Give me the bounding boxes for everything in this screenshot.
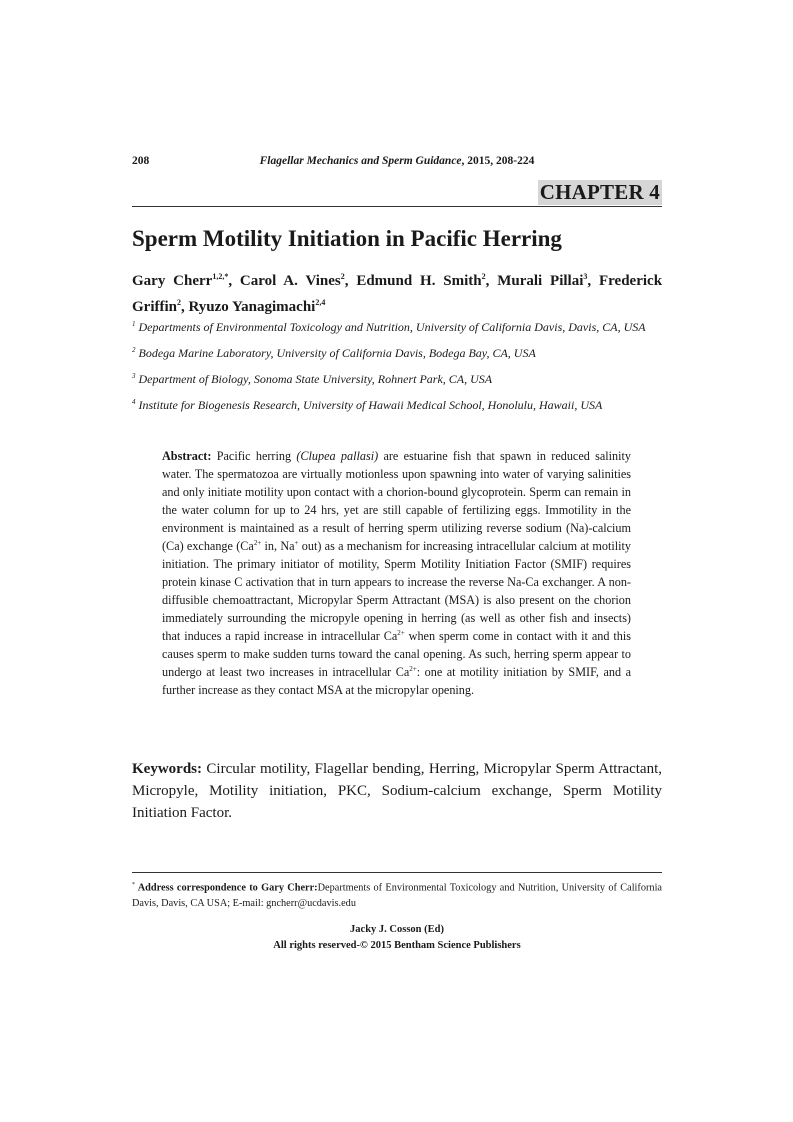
author bbox=[189, 299, 326, 315]
abstract bbox=[162, 447, 631, 699]
affiliation-list bbox=[132, 316, 662, 420]
author-separator: , bbox=[344, 273, 357, 289]
author-name: Murali Pillai bbox=[497, 273, 584, 289]
footnote-rule bbox=[132, 872, 662, 873]
publication-info bbox=[132, 922, 662, 954]
affiliation-number: 1 bbox=[132, 320, 136, 328]
header-rule bbox=[132, 206, 662, 207]
abstract-text: : one at motility initiation by SMIF, and a further increase as they contact MSA at the micropylar opening. bbox=[162, 665, 631, 697]
author bbox=[132, 273, 240, 289]
author-separator: , bbox=[485, 273, 498, 289]
copyright-line: All rights reserved-© 2015 Bentham Science Publishers bbox=[273, 940, 521, 951]
abstract-text: when sperm come in contact with it and this causes sperm to make sudden turns toward the canal opening. As such, herring sperm appear to undergo at least two increases in intracellular Ca bbox=[162, 629, 631, 679]
affiliation-text: Department of Biology, Sonoma State University, Rohnert Park, CA, USA bbox=[138, 372, 493, 386]
author-name: Ryuzo Yanagimachi bbox=[188, 299, 316, 315]
footnote-label: Address correspondence to Gary Cherr: bbox=[135, 882, 318, 894]
keywords-text: Circular motility, Flagellar bending, Herring, Micropylar Sperm Attractant, Micropyle, Motility initiation, PKC, Sodium-calcium exchange, Sperm Motility Initiation Factor. bbox=[132, 761, 662, 821]
author-name: Frederick Griffin bbox=[132, 273, 663, 315]
species-name: (Clupea pallasi) bbox=[296, 449, 379, 463]
author bbox=[240, 273, 356, 289]
ion-charge: 2+ bbox=[397, 628, 405, 637]
article-title: Sperm Motility Initiation in Pacific Herring bbox=[132, 226, 562, 251]
footnote-text: Departments of Environmental Toxicology and Nutrition, University of California Davis, Davis, CA USA; E-mail: gncherr@ucdavis.edu bbox=[132, 882, 663, 910]
abstract-label: Abstract: bbox=[162, 449, 212, 463]
author-affiliation-mark: 2 bbox=[177, 298, 181, 307]
running-head bbox=[132, 155, 662, 173]
correspondence-footnote bbox=[132, 877, 662, 912]
affiliation bbox=[132, 316, 662, 336]
abstract-text: out) as a mechanism for increasing intracellular calcium at motility initiation. The primary initiator of motility, Sperm Motility Initiation Factor (SMIF) requires protein kinase C activation that in turn appears to increase the reverse Na-Ca exchanger. A non-diffusible chemoattractant, Micropylar Sperm Attractant (MSA) is also present on the chorion immediately surrounding the micropyle opening in herring (as well as other fish and insects) that induces a rapid increase in intracellular Ca bbox=[162, 539, 631, 643]
affiliation-number: 3 bbox=[132, 372, 136, 380]
abstract-text: Pacific herring bbox=[211, 449, 297, 463]
abstract-text: are estuarine fish that spawn in reduced salinity water. The spermatozoa are virtually motionless upon spawning into water of varying salinities and only initiate motility upon contact with a chorion-bound glycoprotein. Sperm can remain in the water column for up to 24 hrs, yet are still capable of fertilizing eggs. Immotility in the environment is maintained as a result of herring sperm utilizing reverse sodium (Na)-calcium (Ca) exchange (Ca bbox=[162, 449, 632, 553]
author bbox=[497, 273, 599, 289]
journal-title: Flagellar Mechanics and Sperm Guidance bbox=[259, 155, 462, 167]
author-name: Edmund H. Smith bbox=[356, 273, 482, 289]
author-name: Carol A. Vines bbox=[239, 273, 341, 289]
ion-charge: 2+ bbox=[253, 538, 262, 547]
author-affiliation-mark: 2 bbox=[481, 272, 486, 281]
author-separator: , bbox=[587, 273, 599, 289]
keywords bbox=[132, 758, 662, 824]
journal-year-pages: , 2015, 208-224 bbox=[461, 155, 535, 167]
editor-line: Jacky J. Cosson (Ed) bbox=[350, 924, 444, 935]
author-affiliation-mark: 2 bbox=[340, 272, 345, 281]
journal-citation bbox=[132, 155, 662, 167]
author-list bbox=[132, 266, 662, 318]
author-affiliation-mark: 1,2,* bbox=[212, 272, 229, 281]
affiliation bbox=[132, 368, 662, 388]
author-separator: , bbox=[181, 299, 189, 315]
author-name: Gary Cherr bbox=[132, 273, 213, 289]
author-affiliation-mark: 3 bbox=[583, 272, 588, 281]
footnote-mark: * bbox=[132, 882, 135, 888]
affiliation-number: 2 bbox=[132, 346, 136, 354]
affiliation-text: Departments of Environmental Toxicology and Nutrition, University of California Davis, Davis, CA, USA bbox=[138, 320, 646, 334]
page-number: 208 bbox=[132, 155, 150, 167]
abstract-text: in, Na bbox=[261, 539, 295, 553]
affiliation-text: Institute for Biogenesis Research, University of Hawaii Medical School, Honolulu, Hawaii, USA bbox=[138, 398, 603, 412]
ion-charge: + bbox=[294, 538, 299, 547]
author-affiliation-mark: 2,4 bbox=[315, 298, 326, 307]
chapter-label: CHAPTER 4 bbox=[539, 180, 660, 204]
author bbox=[356, 273, 497, 289]
ion-charge: 2+ bbox=[409, 664, 417, 673]
affiliation bbox=[132, 342, 662, 362]
keywords-label: Keywords: bbox=[132, 761, 202, 777]
affiliation-number: 4 bbox=[132, 398, 136, 406]
affiliation-text: Bodega Marine Laboratory, University of California Davis, Bodega Bay, CA, USA bbox=[138, 346, 536, 360]
affiliation bbox=[132, 394, 662, 414]
author-separator: , bbox=[228, 273, 240, 289]
